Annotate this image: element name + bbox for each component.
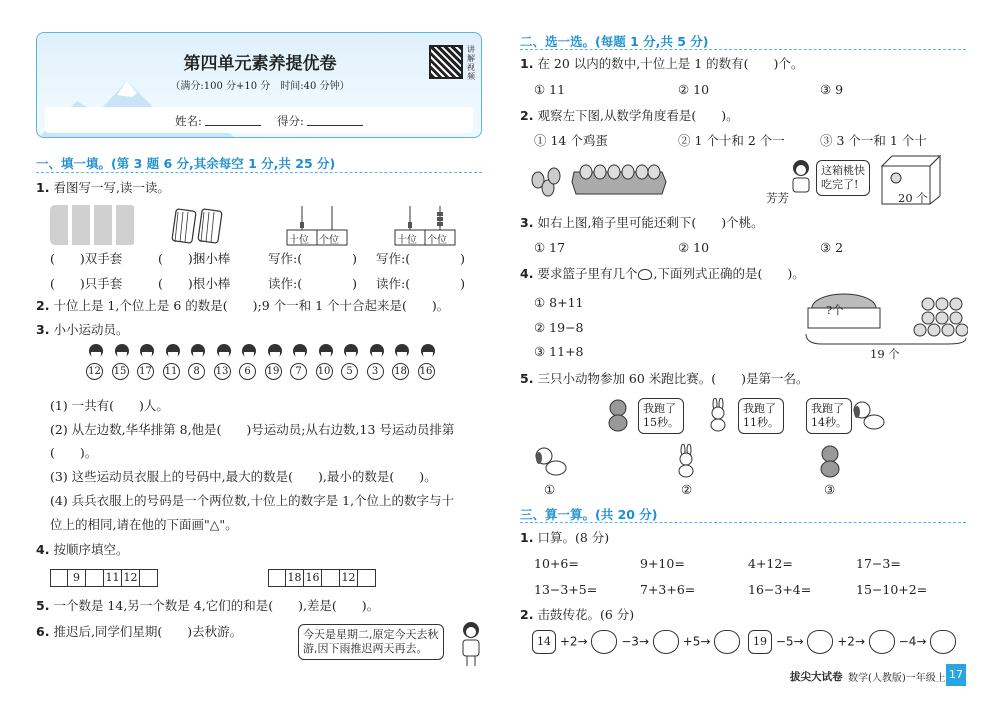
q2-2-opt1[interactable]: ① 14 个鸡蛋 bbox=[534, 133, 608, 148]
q1-read2-blank[interactable]: 读作:( ) bbox=[376, 276, 465, 291]
flower-blank[interactable] bbox=[714, 630, 740, 654]
q3-2-text: 击鼓传花。(6 分) bbox=[537, 607, 635, 622]
q1-pairs-blank[interactable]: ( )双手套 bbox=[50, 251, 123, 266]
total-peaches-label: 19 个 bbox=[870, 347, 900, 361]
q2-1: 1. 在 20 以内的数中,十位上是 1 的数有( )个。 bbox=[520, 56, 804, 71]
q1-3-sub4b: 位上的相同,请在他的下面画"△"。 bbox=[50, 517, 238, 532]
athlete bbox=[341, 344, 361, 380]
athlete-number[interactable]: 5 bbox=[341, 363, 358, 380]
eggs-carton-illustration bbox=[528, 158, 668, 198]
q2-5-choice3[interactable]: ③ bbox=[824, 482, 836, 497]
chain-op: +2 bbox=[837, 634, 855, 649]
q2-3-opt2[interactable]: ② 10 bbox=[678, 240, 710, 255]
q1-single-blank[interactable]: ( )只手套 bbox=[50, 276, 123, 291]
q1-6-text: 推迟后,同学们星期( )去秋游。 bbox=[53, 624, 243, 639]
athlete-face-icon bbox=[244, 352, 254, 359]
athletes-row bbox=[86, 344, 456, 386]
q2-2-speech-bubble bbox=[816, 160, 870, 196]
athlete-number[interactable]: 11 bbox=[163, 363, 180, 380]
rabbit-icon bbox=[672, 444, 700, 478]
q2-2-text: 观察左下图,从数学角度看是( )。 bbox=[537, 108, 739, 123]
rabbit-bubble-line2: 11秒。 bbox=[743, 416, 779, 429]
drum-start: 19 bbox=[748, 630, 772, 654]
seq2-cell[interactable] bbox=[268, 569, 286, 587]
section-3-heading: 三、算一算。(共 20 分) bbox=[520, 507, 658, 522]
section-2-heading: 二、选一选。(每题 1 分,共 5 分) bbox=[520, 34, 709, 49]
athlete-face-icon bbox=[168, 352, 178, 359]
q1-1-text: 看图写一写,读一读。 bbox=[53, 180, 170, 195]
name-field[interactable] bbox=[205, 125, 261, 126]
q1-bundles-blank[interactable]: ( )捆小棒 bbox=[158, 251, 231, 266]
q1-3-sub2a: (2) 从左边数,华华排第 8,他是( )号运动员;从右边数,13 号运动员排第 bbox=[50, 422, 455, 437]
athlete-face-icon bbox=[91, 352, 101, 359]
q1-6: 6. 推迟后,同学们星期( )去秋游。 bbox=[36, 624, 243, 639]
drum-start: 14 bbox=[532, 630, 556, 654]
q2-3: 3. 如右上图,箱子里可能还剩下( )个桃。 bbox=[520, 215, 764, 230]
seq2-cell: 18 bbox=[286, 569, 304, 587]
q2-4-opt2[interactable]: ② 19−8 bbox=[534, 320, 584, 335]
athlete bbox=[265, 344, 285, 380]
seq1-cell[interactable] bbox=[50, 569, 68, 587]
score-field[interactable] bbox=[307, 125, 363, 126]
athlete bbox=[112, 344, 132, 380]
q2-2-bubble-line2: 吃完了! bbox=[821, 178, 859, 191]
athlete bbox=[418, 344, 438, 380]
q2-5-choice1[interactable]: ① bbox=[544, 482, 556, 497]
athlete-face-icon bbox=[423, 352, 433, 359]
q2-2-opt3[interactable]: ③ 3 个一和 1 个十 bbox=[820, 133, 927, 148]
flower-blank[interactable] bbox=[869, 630, 895, 654]
bear-icon bbox=[604, 398, 632, 432]
fangfang-label: 芳芳 bbox=[766, 191, 789, 205]
q2-1-opt2[interactable]: ② 10 bbox=[678, 82, 710, 97]
q2-2-bubble-line1: 这箱桃快 bbox=[821, 164, 865, 177]
bear-bubble-line1: 我跑了 bbox=[643, 402, 676, 415]
athlete-number[interactable]: 6 bbox=[239, 363, 256, 380]
divider bbox=[36, 172, 482, 173]
peach-icon bbox=[638, 269, 652, 280]
q2-3-opt3[interactable]: ③ 2 bbox=[820, 240, 844, 255]
q2-5-text: 三只小动物参加 60 米跑比赛。( )是第一名。 bbox=[537, 371, 809, 386]
athlete-face-icon bbox=[193, 352, 203, 359]
sticks-illustration bbox=[170, 206, 228, 246]
rabbit-icon bbox=[704, 398, 732, 432]
name-label: 姓名: bbox=[175, 114, 202, 128]
athlete-number[interactable]: 10 bbox=[316, 363, 333, 380]
chain-op: −3 bbox=[621, 634, 639, 649]
divider bbox=[520, 522, 966, 523]
seq1-cell[interactable] bbox=[140, 569, 158, 587]
chain-op: −4 bbox=[898, 634, 917, 649]
oral-calc-item[interactable]: 10+6= bbox=[534, 556, 579, 571]
seq2-cell: 16 bbox=[304, 569, 322, 587]
athlete-face-icon bbox=[346, 352, 356, 359]
q2-5-choice2[interactable]: ② bbox=[681, 482, 693, 497]
athlete bbox=[86, 344, 106, 380]
abacus2-tens-label: 十位 bbox=[397, 235, 417, 246]
basket-peaches-illustration bbox=[802, 290, 968, 350]
q1-3: 3. 小小运动员。 bbox=[36, 322, 129, 337]
athlete bbox=[239, 344, 259, 380]
athlete bbox=[188, 344, 208, 380]
fangfang-illustration bbox=[786, 158, 816, 202]
oral-calc-item[interactable]: 7+3+6= bbox=[640, 582, 696, 597]
seq2-cell[interactable] bbox=[358, 569, 376, 587]
abacus1-tens-label: 十位 bbox=[289, 235, 309, 246]
athlete-number[interactable]: 12 bbox=[86, 363, 103, 380]
q1-2: 2. 十位上是 1,个位上是 6 的数是( );9 个一和 1 个十合起来是( )。 bbox=[36, 298, 450, 313]
q1-3-sub2b: ( )。 bbox=[50, 445, 98, 460]
seq1-cell: 12 bbox=[122, 569, 140, 587]
athlete-face-icon bbox=[117, 352, 127, 359]
exam-subtitle: （满分:100 分+10 分 时间:40 分钟） bbox=[170, 81, 350, 92]
header-box bbox=[36, 32, 482, 138]
athlete-face-icon bbox=[219, 352, 229, 359]
q1-write1-blank[interactable]: 写作:( ) bbox=[268, 251, 357, 266]
athlete-face-icon bbox=[142, 352, 152, 359]
girl-illustration bbox=[458, 620, 484, 668]
athlete-face-icon bbox=[372, 352, 382, 359]
chain-op: +5 bbox=[682, 634, 701, 649]
drum-chain-2 bbox=[748, 630, 956, 654]
arrow-icon: → bbox=[638, 634, 650, 649]
q2-1-opt1[interactable]: ① 11 bbox=[534, 82, 566, 97]
flower-blank[interactable] bbox=[591, 630, 617, 654]
arrow-icon: → bbox=[793, 634, 804, 649]
q2-2: 2. 观察左下图,从数学角度看是( )。 bbox=[520, 108, 739, 123]
dog-icon bbox=[534, 446, 568, 478]
q1-2-text: 十位上是 1,个位上是 6 的数是( );9 个一和 1 个十合起来是( )。 bbox=[53, 298, 450, 313]
bear-icon bbox=[816, 444, 844, 478]
athlete bbox=[163, 344, 183, 380]
q1-read1-blank[interactable]: 读作:( ) bbox=[268, 276, 357, 291]
dog-bubble-line1: 我跑了 bbox=[811, 402, 844, 415]
sequence-2 bbox=[268, 569, 376, 587]
q2-2-opt2[interactable]: ② 1 个十和 2 个一 bbox=[678, 133, 785, 148]
arrow-icon: → bbox=[854, 634, 866, 649]
arrow-icon: → bbox=[700, 634, 711, 649]
chain-op: +2 bbox=[559, 634, 578, 649]
athlete bbox=[316, 344, 336, 380]
q3-2: 2. 击鼓传花。(6 分) bbox=[520, 607, 635, 622]
seq1-cell: 11 bbox=[104, 569, 122, 587]
q1-sticks-blank[interactable]: ( )根小棒 bbox=[158, 276, 231, 291]
athlete-number[interactable]: 19 bbox=[265, 363, 282, 380]
peach-box-count: 20 个 bbox=[898, 191, 928, 205]
flower-blank[interactable] bbox=[653, 630, 679, 654]
drum-chain-1 bbox=[532, 630, 740, 654]
q2-3-opt1[interactable]: ① 17 bbox=[534, 240, 566, 255]
athlete-number[interactable]: 15 bbox=[112, 363, 129, 380]
arrow-icon: → bbox=[577, 634, 588, 649]
q1-6-speech-bubble bbox=[298, 624, 444, 660]
athlete-number[interactable]: 17 bbox=[137, 363, 154, 380]
q1-4-text: 按顺序填空。 bbox=[53, 542, 129, 557]
q2-4: 4. 要求篮子里有几个 ,下面列式正确的是( )。 bbox=[520, 266, 805, 281]
athlete-number[interactable]: 8 bbox=[188, 363, 205, 380]
q2-4-opt1[interactable]: ① 8+11 bbox=[534, 295, 584, 310]
q1-write2-blank[interactable]: 写作:( ) bbox=[376, 251, 465, 266]
divider bbox=[520, 49, 966, 50]
flower-blank[interactable] bbox=[807, 630, 833, 654]
rabbit-speech-bubble bbox=[738, 398, 784, 434]
athlete-number[interactable]: 13 bbox=[214, 363, 231, 380]
oral-calc-item[interactable]: 16−3+4= bbox=[748, 582, 812, 597]
rabbit-bubble-line1: 我跑了 bbox=[743, 402, 776, 415]
sequence-1 bbox=[50, 569, 158, 587]
footer-subject: 数学(人教版)一年级上 bbox=[848, 673, 946, 684]
athlete bbox=[290, 344, 310, 380]
seq1-cell[interactable] bbox=[86, 569, 104, 587]
dog-speech-bubble bbox=[806, 398, 852, 434]
q1-6-bubble-line1: 今天是星期二,原定今天去秋 bbox=[303, 628, 439, 641]
q3-1: 1. 口算。(8 分) bbox=[520, 530, 610, 545]
q2-4-opt3[interactable]: ③ 11+8 bbox=[534, 344, 584, 359]
score-label: 得分: bbox=[277, 114, 304, 128]
athlete bbox=[137, 344, 157, 380]
q1-4: 4. 按顺序填空。 bbox=[36, 542, 129, 557]
seq2-cell[interactable] bbox=[322, 569, 340, 587]
q2-4-text-a: 要求篮子里有几个 bbox=[537, 266, 638, 281]
athlete-face-icon bbox=[295, 352, 305, 359]
gloves-illustration bbox=[50, 205, 136, 245]
q3-1-text: 口算。(8 分) bbox=[537, 530, 610, 545]
qr-label: 讲解视频 bbox=[467, 45, 475, 81]
athlete-number[interactable]: 7 bbox=[290, 363, 307, 380]
page-title: 第四单元素养提优卷 bbox=[183, 54, 337, 74]
q1-5: 5. 一个数是 14,另一个数是 4,它们的和是( ),差是( )。 bbox=[36, 598, 380, 613]
section-1-heading: 一、填一填。(第 3 题 6 分,其余每空 1 分,共 25 分) bbox=[36, 156, 336, 171]
q1-3-sub4a: (4) 兵兵衣服上的号码是一个两位数,十位上的数字是 1,个位上的数字与十 bbox=[50, 493, 455, 508]
q2-5: 5. 三只小动物参加 60 米跑比赛。( )是第一名。 bbox=[520, 371, 809, 386]
oral-calc-item[interactable]: 9+10= bbox=[640, 556, 685, 571]
q2-4-text-b: ,下面列式正确的是( )。 bbox=[653, 266, 805, 281]
q1-6-bubble-line2: 游,因下雨推迟两天再去。 bbox=[303, 642, 428, 655]
q2-1-text: 在 20 以内的数中,十位上是 1 的数有( )个。 bbox=[537, 56, 804, 71]
q1-3-sub1: (1) 一共有( )人。 bbox=[50, 398, 169, 413]
bear-bubble-line2: 15秒。 bbox=[643, 416, 679, 429]
bear-speech-bubble bbox=[638, 398, 684, 434]
abacus2-ones-label: 个位 bbox=[427, 235, 447, 246]
chain-op: −5 bbox=[775, 634, 794, 649]
q1-1: 1. 看图写一写,读一读。 bbox=[36, 180, 170, 195]
athlete bbox=[392, 344, 412, 380]
qr-code-icon[interactable] bbox=[429, 45, 463, 79]
athlete-number[interactable]: 16 bbox=[418, 363, 435, 380]
q2-3-text: 如右上图,箱子里可能还剩下( )个桃。 bbox=[537, 215, 764, 230]
abacus1-ones-label: 个位 bbox=[319, 235, 339, 246]
athlete-face-icon bbox=[321, 352, 331, 359]
dog-bubble-line2: 14秒。 bbox=[811, 416, 847, 429]
footer-brand: 拔尖大试卷 bbox=[790, 671, 843, 683]
dog-icon bbox=[852, 400, 886, 432]
oral-calc-item[interactable]: 17−3= bbox=[856, 556, 901, 571]
name-score-bar bbox=[45, 107, 473, 133]
oral-calc-item[interactable]: 13−3+5= bbox=[534, 582, 598, 597]
q2-1-opt3[interactable]: ③ 9 bbox=[820, 82, 844, 97]
athlete bbox=[367, 344, 387, 380]
page-number: 17 bbox=[946, 664, 966, 686]
q1-3-text: 小小运动员。 bbox=[53, 322, 129, 337]
athlete-number[interactable]: 18 bbox=[392, 363, 409, 380]
basket-unknown-label: ?个 bbox=[826, 303, 844, 317]
athlete bbox=[214, 344, 234, 380]
arrow-icon: → bbox=[916, 634, 927, 649]
seq1-cell: 9 bbox=[68, 569, 86, 587]
q1-5-text: 一个数是 14,另一个数是 4,它们的和是( ),差是( )。 bbox=[53, 598, 380, 613]
seq2-cell: 12 bbox=[340, 569, 358, 587]
athlete-face-icon bbox=[270, 352, 280, 359]
oral-calc-item[interactable]: 15−10+2= bbox=[856, 582, 928, 597]
oral-calc-item[interactable]: 4+12= bbox=[748, 556, 793, 571]
athlete-number[interactable]: 3 bbox=[367, 363, 384, 380]
q1-3-sub3: (3) 这些运动员衣服上的号码中,最大的数是( ),最小的数是( )。 bbox=[50, 469, 437, 484]
flower-blank[interactable] bbox=[930, 630, 956, 654]
athlete-face-icon bbox=[397, 352, 407, 359]
